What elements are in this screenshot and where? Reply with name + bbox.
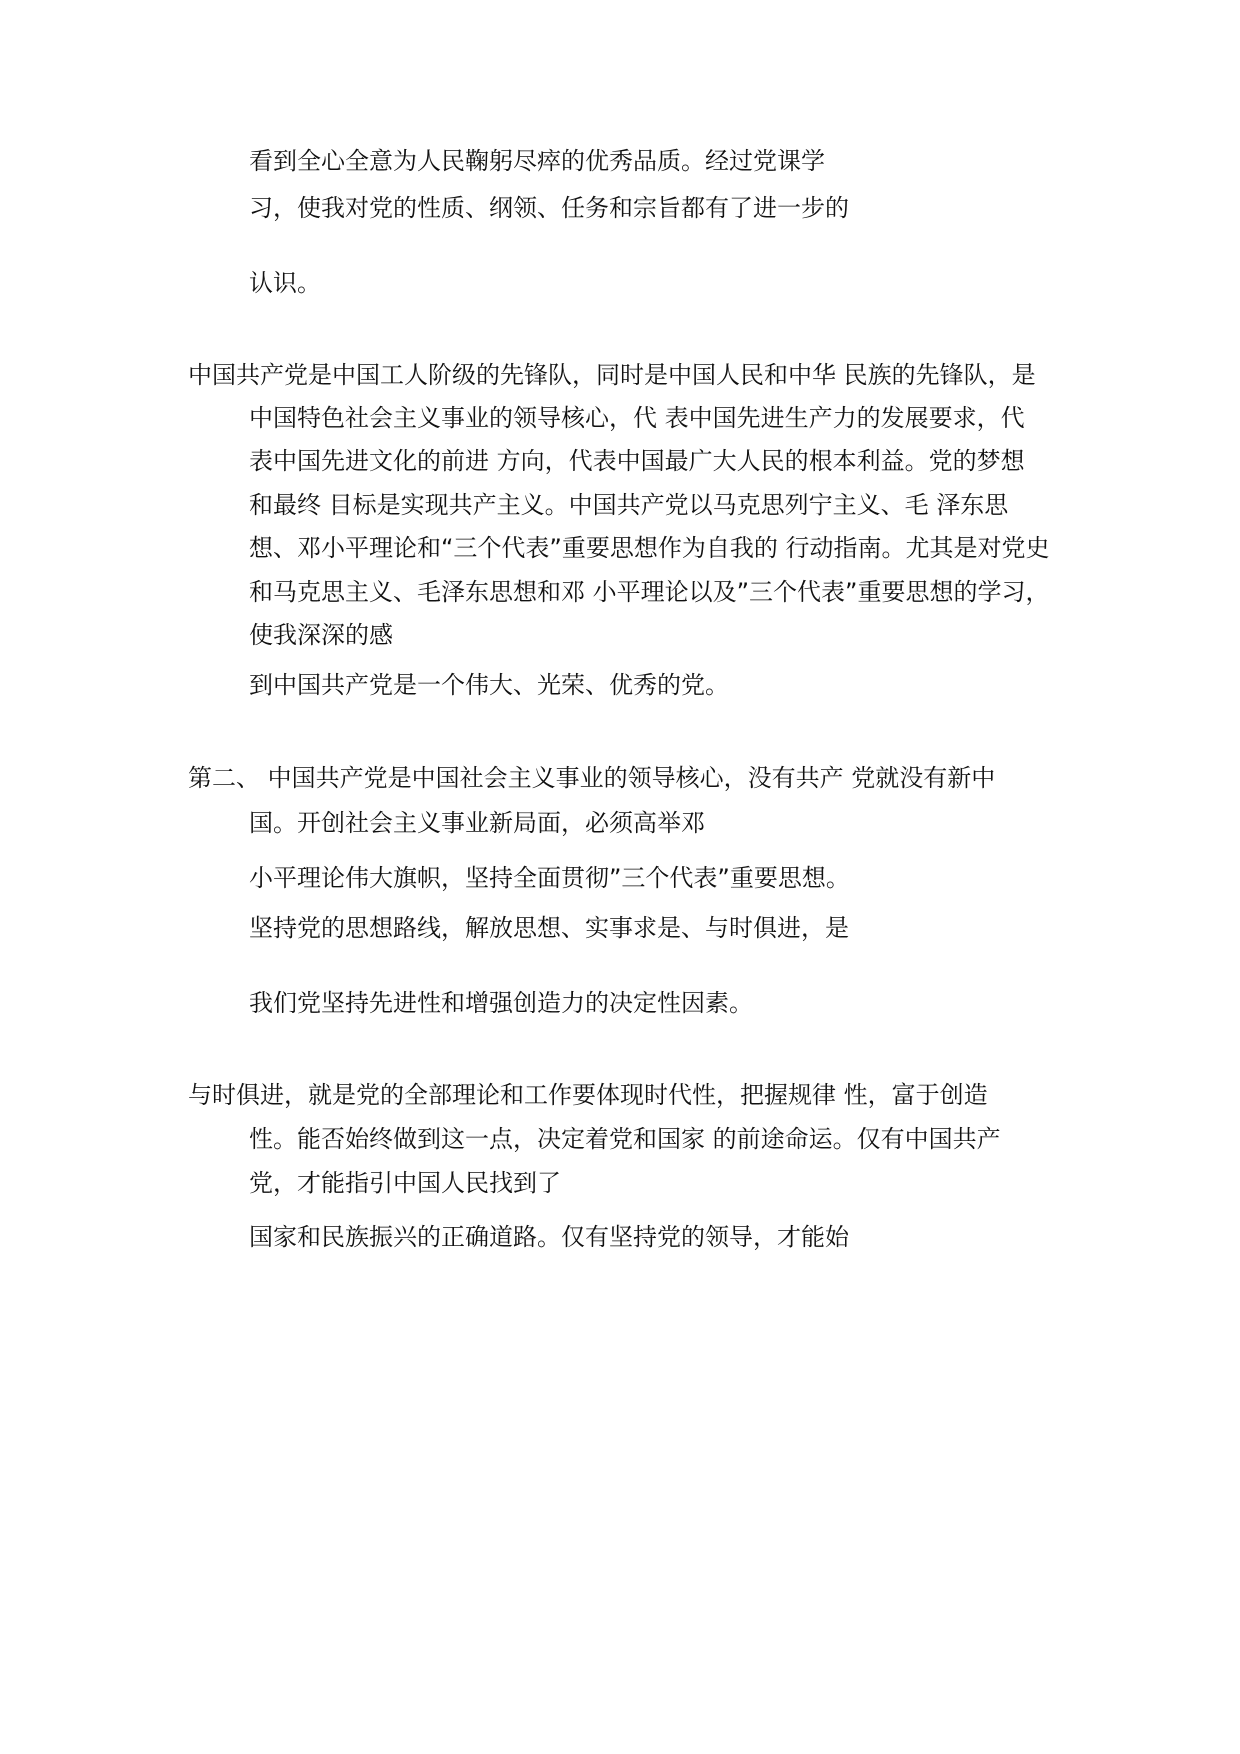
paragraph-first-line: 第二、 中国共产党是中国社会主义事业的领导核心，没有共产 党就没有新中: [188, 764, 996, 792]
text-line: 中国特色社会主义事业的领导核心，代 表中国先进生产力的发展要求，代: [249, 404, 1025, 432]
text-line: 国。开创社会主义事业新局面，必须高举邓: [249, 809, 705, 837]
text-line: 性。能否始终做到这一点，决定着党和国家 的前途命运。仅有中国共产: [249, 1125, 1001, 1153]
paragraph-first-line: 与时俱进，就是党的全部理论和工作要体现时代性，把握规律 性，富于创造: [188, 1081, 988, 1109]
text-line: 想、邓小平理论和“三个代表”重要思想作为自我的 行动指南。尤其是对党史: [249, 534, 1050, 562]
text-line: 坚持党的思想路线，解放思想、实事求是、与时俱进，是: [249, 914, 849, 942]
text-line: 小平理论伟大旗帜，坚持全面贯彻”三个代表”重要思想。: [249, 864, 850, 892]
text-line: 认识。: [249, 269, 321, 297]
text-line: 和最终 目标是实现共产主义。中国共产党以马克思列宁主义、毛 泽东思: [249, 491, 1009, 519]
text-line: 国家和民族振兴的正确道路。仅有坚持党的领导，才能始: [249, 1223, 849, 1251]
text-line: 和马克思主义、毛泽东思想和邓 小平理论以及”三个代表”重要思想的学习，: [249, 578, 1050, 606]
text-line: 看到全心全意为人民鞠躬尽瘁的优秀品质。经过党课学: [249, 147, 825, 175]
text-line: 表中国先进文化的前进 方向，代表中国最广大人民的根本利益。党的梦想: [249, 447, 1025, 475]
text-line: 到中国共产党是一个伟大、光荣、优秀的党。: [249, 671, 729, 699]
text-line: 我们党坚持先进性和增强创造力的决定性因素。: [249, 989, 753, 1017]
text-line: 使我深深的感: [249, 621, 393, 649]
text-line: 党，才能指引中国人民找到了: [249, 1169, 561, 1197]
paragraph-first-line: 中国共产党是中国工人阶级的先锋队，同时是中国人民和中华 民族的先锋队，是: [188, 361, 1036, 389]
text-line: 习，使我对党的性质、纲领、任务和宗旨都有了进一步的: [249, 194, 849, 222]
